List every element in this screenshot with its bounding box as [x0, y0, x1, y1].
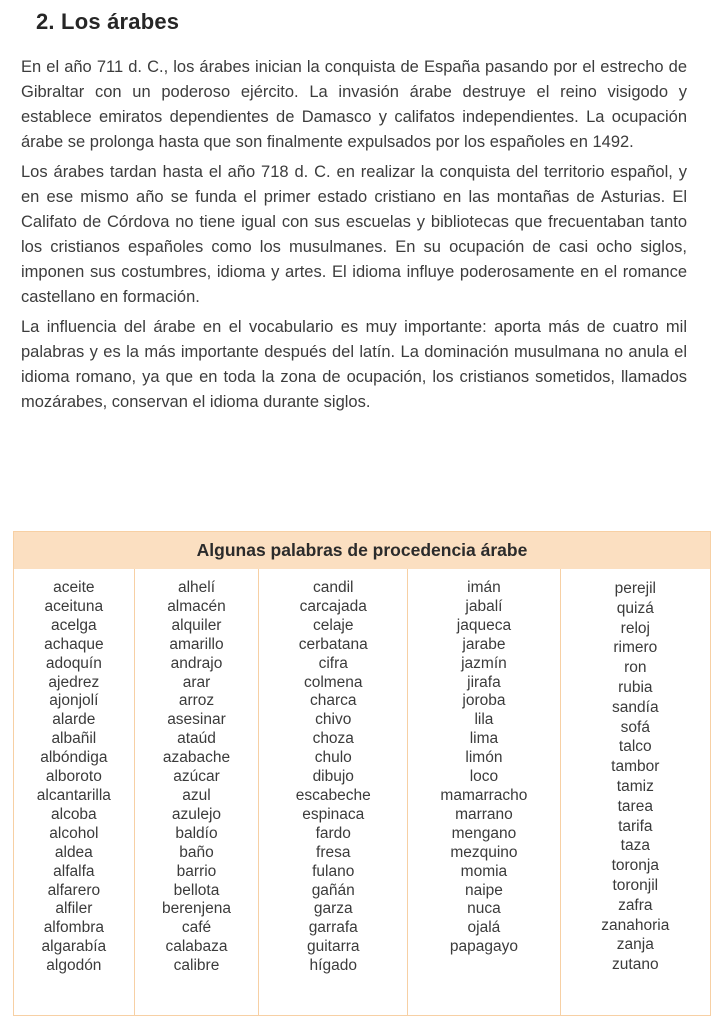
paragraph-vocabulary: La influencia del árabe en el vocabulario es muy importante: aporta más de cuatro mil palabras y es la más importante después del latín. La dominación musulmana no anula el idioma romano, ya que en toda la zona de ocupación, los cristianos sometidos, llamados mozárabes, conservan el idioma durante siglos. [21, 318, 687, 411]
word-item: tambor [611, 758, 660, 776]
word-item: lima [469, 730, 499, 748]
word-item: alboroto [45, 768, 102, 786]
word-item: guitarra [306, 938, 360, 956]
word-item: sofá [620, 718, 650, 736]
word-item: acelga [51, 616, 97, 634]
word-item: jarabe [462, 635, 506, 653]
word-item: azulejo [171, 805, 222, 823]
word-item: nuca [467, 900, 501, 918]
word-item: alcohol [49, 824, 99, 842]
word-item: rubia [618, 678, 653, 696]
word-item: dibujo [312, 768, 354, 786]
word-item: toronja [611, 857, 659, 875]
word-item: jazmín [461, 654, 507, 672]
page-title: 2. Los árabes [36, 9, 180, 34]
word-item: momia [460, 862, 508, 880]
word-item: alfombra [43, 919, 104, 937]
word-item: alarde [52, 711, 96, 729]
word-item: adoquín [45, 654, 102, 672]
word-item: taza [620, 837, 650, 855]
word-item: garza [313, 900, 353, 918]
word-item: espinaca [302, 805, 365, 823]
word-column-c-h [258, 569, 407, 1015]
word-item: limón [465, 749, 503, 767]
paragraph-caliphate: Los árabes tardan hasta el año 718 d. C. en realizar la conquista del territorio español, y en ese mismo año se funda el primer estado cristiano en las montañas de Asturias. El Califato de Córdova no tiene igual con sus escuelas y bibliotecas que frecuentaban tanto los cristianos españoles como los musulmanes. En su ocupación de casi ocho siglos, imponen sus costumbres, idioma y artes. El idioma influye poderosamente en el romance castellano en formación. [21, 163, 687, 306]
word-item: andrajo [170, 654, 223, 672]
word-item: calibre [173, 957, 220, 975]
word-item: colmena [303, 673, 363, 691]
word-item: arroz [178, 692, 215, 710]
word-item: aceite [53, 579, 95, 596]
word-column-al-c [134, 569, 259, 1015]
word-item: amarillo [169, 635, 224, 653]
arabic-words-table [13, 531, 711, 1016]
word-item: aceituna [44, 597, 104, 615]
word-item: aldea [54, 843, 93, 861]
word-item: loco [469, 768, 499, 786]
word-item: mezquino [450, 843, 518, 861]
word-item: ron [624, 659, 647, 677]
word-item: joroba [462, 692, 506, 710]
word-item: zanja [616, 936, 654, 954]
word-item: mamarracho [440, 786, 528, 804]
word-item: carcajada [299, 597, 367, 615]
word-item: tarea [617, 797, 653, 815]
word-item: jabalí [465, 597, 503, 615]
word-item: alfiler [55, 900, 93, 918]
word-item: papagayo [449, 938, 518, 956]
word-item: mengano [451, 824, 517, 842]
word-item: cerbatana [298, 635, 368, 653]
word-item: arar [182, 673, 211, 691]
word-item: celaje [313, 616, 354, 634]
word-item: fulano [312, 862, 355, 880]
word-item: barrio [176, 862, 217, 880]
word-item: talco [618, 738, 652, 756]
word-item: café [181, 919, 212, 937]
word-item: marrano [455, 805, 513, 823]
word-item: achaque [44, 635, 104, 653]
word-item: azul [182, 786, 211, 804]
document-page [0, 9, 723, 1033]
word-item: escabeche [295, 786, 371, 804]
word-item: alfalfa [53, 862, 95, 880]
word-item: fresa [316, 843, 351, 861]
word-item: bellota [173, 881, 220, 899]
word-item: fardo [315, 824, 351, 842]
word-item: zanahoria [601, 916, 670, 934]
word-item: jaqueca [456, 616, 512, 634]
word-item: almacén [167, 597, 226, 615]
word-item: perejil [614, 580, 656, 597]
word-column-p-z [560, 569, 710, 1015]
word-item: tarifa [618, 817, 653, 835]
word-item: garrafa [308, 919, 358, 937]
word-item: alhelí [177, 579, 216, 596]
word-item: azabache [162, 749, 231, 767]
word-item: tamiz [616, 777, 654, 795]
word-item: chulo [314, 749, 352, 767]
table-title: Algunas palabras de procedencia árabe [14, 532, 710, 569]
word-item: algarabía [41, 938, 107, 956]
word-item: hígado [309, 957, 357, 975]
word-item: toronjil [612, 876, 659, 894]
word-item: chivo [315, 711, 352, 729]
word-item: alfarero [47, 881, 101, 899]
word-item: azúcar [173, 768, 220, 786]
word-item: albañil [51, 730, 97, 748]
word-item: baño [179, 843, 214, 861]
word-item: asesinar [167, 711, 226, 729]
word-item: jirafa [467, 673, 501, 691]
word-item: ojalá [467, 919, 501, 937]
word-item: baldío [175, 824, 218, 842]
word-item: alcantarilla [36, 786, 111, 804]
word-item: reloj [620, 619, 650, 637]
word-item: imán [467, 579, 501, 596]
word-item: ajedrez [48, 673, 100, 691]
word-item: zutano [612, 956, 659, 974]
word-item: naipe [464, 881, 503, 899]
word-item: candil [313, 579, 354, 596]
word-item: alcoba [51, 805, 97, 823]
word-item: calabaza [165, 938, 228, 956]
word-item: algodón [46, 957, 102, 975]
word-item: gañán [311, 881, 355, 899]
word-item: rimero [613, 639, 658, 657]
word-item: choza [312, 730, 354, 748]
word-item: berenjena [162, 900, 231, 918]
word-item: ataúd [177, 730, 216, 748]
word-column-i-p [407, 569, 559, 1015]
table-body [14, 569, 710, 1015]
word-item: zafra [618, 896, 653, 914]
word-item: sandía [612, 698, 659, 716]
word-item: ajonjolí [49, 692, 99, 710]
word-item: charca [309, 692, 357, 710]
word-column-a [14, 569, 134, 1015]
word-item: alquiler [171, 616, 222, 634]
word-item: albóndiga [40, 749, 108, 767]
paragraph-conquest: En el año 711 d. C., los árabes inician la conquista de España pasando por el estrecho de Gibraltar con un poderoso ejército. La invasión árabe destruye el reino visigodo y establece emiratos dependientes de Damasco y califatos independientes. La ocupación árabe se prolonga hasta que son finalmente expulsados por los españoles en 1492. [21, 58, 687, 151]
word-item: quizá [616, 599, 654, 617]
word-item: lila [474, 711, 494, 729]
word-item: cifra [318, 654, 348, 672]
